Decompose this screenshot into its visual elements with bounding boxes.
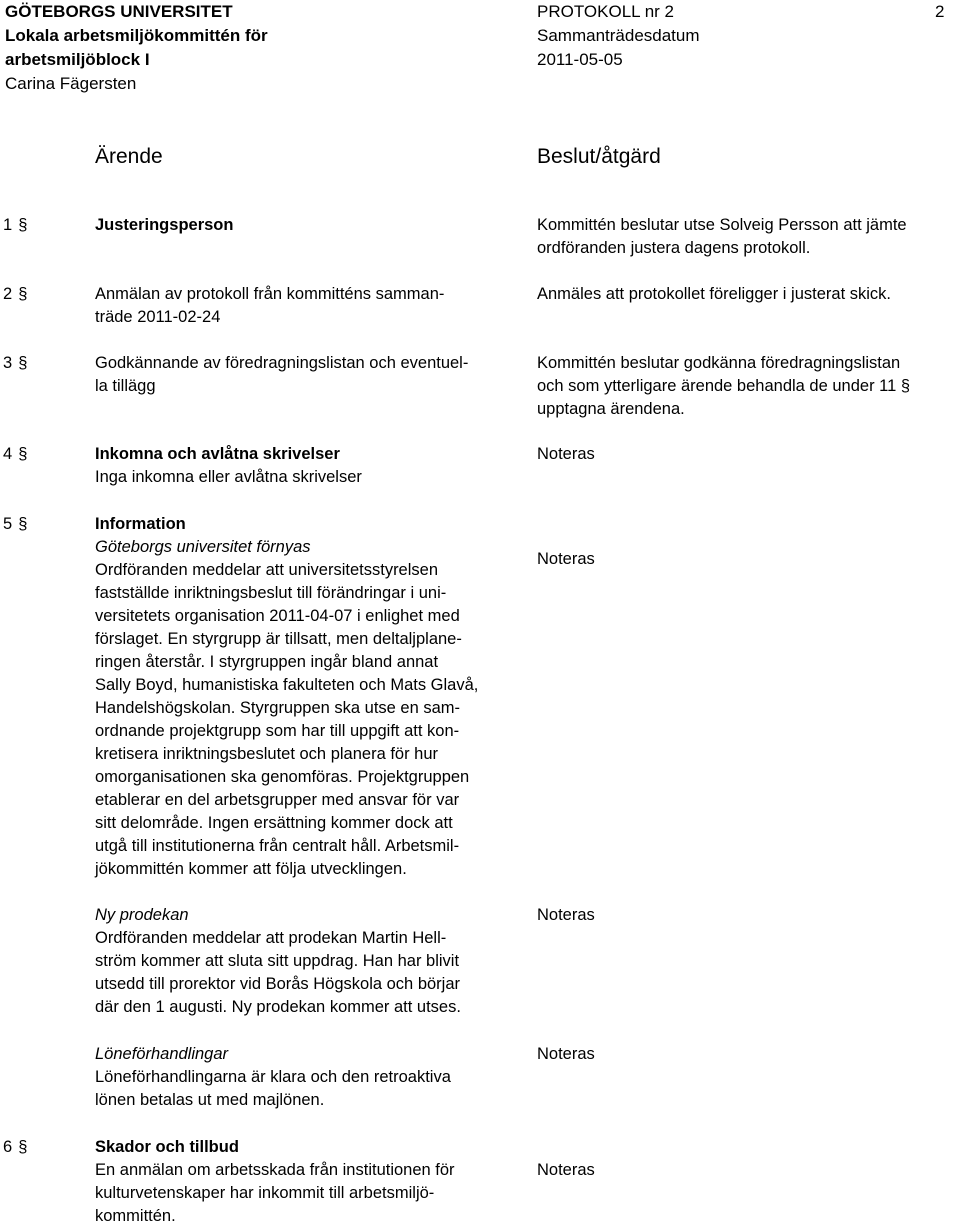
item-number: 5 §	[3, 515, 28, 533]
item-title: Inkomna och avlåtna skrivelser	[95, 445, 340, 463]
subitem-body-line: etablerar en del arbetsgrupper med ansvar för var	[95, 791, 460, 809]
subitem-body-line: förslaget. En styrgrupp är tillsatt, men deltaljplane-	[95, 630, 462, 648]
item-number: 2 §	[3, 285, 28, 303]
document-header-left	[5, 0, 268, 96]
item-number: 6 §	[3, 1138, 28, 1156]
subitem-body-line: Sally Boyd, humanistiska fakulteten och Mats Glavå,	[95, 676, 479, 694]
subitem-body-line: lönen betalas ut med majlönen.	[95, 1091, 325, 1109]
subitem-decision: Noteras	[537, 550, 595, 568]
subitem-decision: Noteras	[537, 906, 595, 924]
item-body-line: kulturvetenskaper har inkommit till arbetsmiljö-	[95, 1184, 435, 1202]
item-body-line: kommittén.	[95, 1207, 176, 1225]
subitem-body-line: utgå till institutionerna från centralt håll. Arbetsmil-	[95, 837, 460, 855]
item-subject	[95, 352, 515, 398]
subitem-body-line: omorganisationen ska genomföras. Projektgruppen	[95, 768, 470, 786]
item-body-line: Inga inkomna eller avlåtna skrivelser	[95, 468, 362, 486]
item-title: Justeringsperson	[95, 216, 234, 234]
item-subject	[95, 513, 515, 536]
item-title-line: la tillägg	[95, 377, 156, 395]
subitem-body-line: sitt delområde. Ingen ersättning kommer dock att	[95, 814, 453, 832]
meeting-date: 2011-05-05	[537, 50, 623, 69]
item-body-line: En anmälan om arbetsskada från institutionen för	[95, 1161, 455, 1179]
item-decision: Kommittén beslutar godkänna föredragningslistan och som ytterligare ärende behandla de under 11 § upptagna ärendena.	[537, 354, 911, 418]
committee-name-line2: arbetsmiljöblock I	[5, 50, 150, 69]
item-title: Skador och tillbud	[95, 1138, 239, 1156]
item-subject	[95, 443, 515, 489]
item-subject	[95, 214, 515, 237]
committee-name-line1: Lokala arbetsmiljökommittén för	[5, 26, 268, 45]
column-heading-arende: Ärende	[95, 145, 163, 168]
item-number: 4 §	[3, 445, 28, 463]
subitem-body-line: Ordföranden meddelar att universitetsstyrelsen	[95, 561, 439, 579]
item-decision: Noteras	[537, 445, 595, 463]
subitem-body-line: Handelshögskolan. Styrgruppen ska utse en sam-	[95, 699, 461, 717]
university-name: GÖTEBORGS UNIVERSITET	[5, 2, 233, 21]
item-title-line: träde 2011-02-24	[95, 308, 221, 326]
subitem-body-line: ordnande projektgrupp som har till uppgift att kon-	[95, 722, 460, 740]
item-decision: Noteras	[537, 1161, 595, 1179]
subitem-body-line: Löneförhandlingarna är klara och den retroaktiva	[95, 1068, 451, 1086]
page-number: 2	[935, 2, 945, 21]
item-number: 1 §	[3, 216, 28, 234]
subitem-body-line: där den 1 augusti. Ny prodekan kommer att utses.	[95, 998, 461, 1016]
subitem-body-line: ström kommer att sluta sitt uppdrag. Han har blivit	[95, 952, 460, 970]
subitem-body-line: fastställde inriktningsbeslut till förändringar i uni-	[95, 584, 447, 602]
subitem-heading: Göteborgs universitet förnyas	[95, 538, 311, 556]
document-header-right	[537, 0, 700, 72]
subitem-body-line: ringen återstår. I styrgruppen ingår bland annat	[95, 653, 439, 671]
item-title-line: Godkännande av föredragningslistan och eventuel-	[95, 354, 469, 372]
subitem-decision: Noteras	[537, 1045, 595, 1063]
meeting-date-label: Sammanträdesdatum	[537, 26, 700, 45]
item-title: Information	[95, 515, 186, 533]
subitem-body-line: Ordföranden meddelar att prodekan Martin Hell-	[95, 929, 447, 947]
subitem-heading: Ny prodekan	[95, 906, 189, 924]
subitem-body-line: jökommittén kommer att följa utvecklingen.	[95, 860, 407, 878]
item-subject	[95, 1136, 515, 1228]
subitem-body-line: kretisera inriktningsbeslutet och planera för hur	[95, 745, 439, 763]
item-subject	[95, 283, 515, 329]
item-decision: Anmäles att protokollet föreligger i justerat skick.	[537, 285, 891, 303]
subitem-body-line: utsedd till prorektor vid Borås Högskola och börjar	[95, 975, 461, 993]
protocol-number: PROTOKOLL nr 2	[537, 2, 674, 21]
item-title-line: Anmälan av protokoll från kommitténs samman-	[95, 285, 445, 303]
author-name: Carina Fägersten	[5, 74, 137, 93]
subitem-heading: Löneförhandlingar	[95, 1045, 229, 1063]
item-decision: Kommittén beslutar utse Solveig Persson att jämte ordföranden justera dagens protokoll.	[537, 216, 907, 257]
item-number: 3 §	[3, 354, 28, 372]
column-heading-beslut: Beslut/åtgärd	[537, 145, 661, 168]
subitem-body-line: versitetets organisation 2011-04-07 i enlighet med	[95, 607, 460, 625]
